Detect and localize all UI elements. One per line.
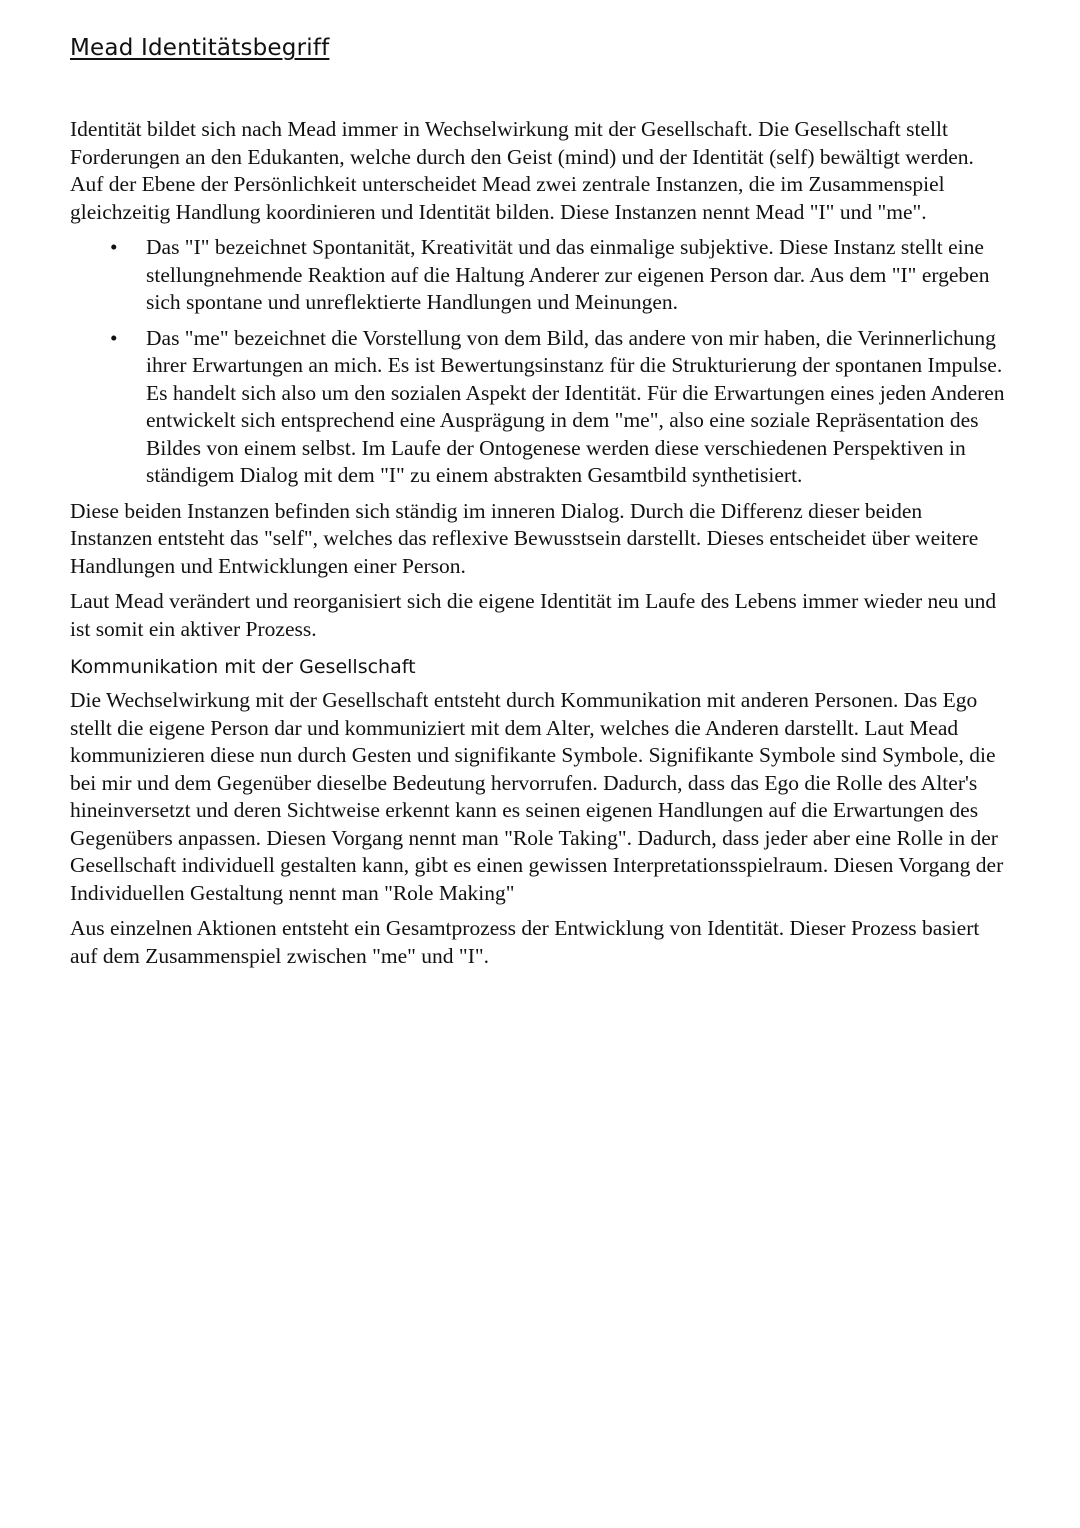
dialog-paragraph: Diese beiden Instanzen befinden sich ständig im inneren Dialog. Durch die Differenz dieser beiden Instanzen entsteht das "self", welches das reflexive Bewusstsein darstellt. Dieses entscheidet über weitere Handlungen und Entwicklungen einer Person. bbox=[70, 498, 979, 578]
document-page bbox=[70, 30, 1005, 978]
list-item-text: Das "me" bezeichnet die Vorstellung von dem Bild, das andere von mir haben, die Verinnerlichung ihrer Erwartungen an mich. Es ist Bewertungsinstanz für die Strukturierung der spontanen Impulse. Es handelt sich also um den sozialen Aspekt der Identität. Für die Erwartungen eines jeden Anderen entwickelt sich entsprechend eine Ausprägung in dem "me", also eine soziale Repräsentation des Bildes von einem selbst. Im Laufe der Ontogenese werden diese verschiedenen Perspektiven in ständigem Dialog mit dem "I" zu einem abstrakten Gesamtbild synthetisiert. bbox=[146, 325, 1005, 487]
process-paragraph: Laut Mead verändert und reorganisiert sich die eigene Identität im Laufe des Lebens immer wieder neu und ist somit ein aktiver Prozess. bbox=[70, 589, 997, 641]
bullet-icon: • bbox=[110, 235, 118, 259]
communication-paragraph: Die Wechselwirkung mit der Gesellschaft entsteht durch Kommunikation mit anderen Personen. Das Ego stellt die eigene Person dar und kommuniziert mit dem Alter, welches die Anderen darstellt. Laut Mead kommunizieren diese nun durch Gesten und signifikante Symbole. Signifikante Symbole sind Symbole, die bei mir und dem Gegenüber dieselbe Bedeutung hervorrufen. Dadurch, dass das Ego die Rolle des Alter's hineinversetzt und deren Sichtweise erkennt kann es seinen eigenen Handlungen auf die Erwartungen des Gegenübers anpassen. Diesen Vorgang nennt man "Role Taking". Dadurch, dass jeder aber eine Rolle in der Gesellschaft individuell gestalten kann, gibt es einen gewissen Interpretationsspielraum. Diesen Vorgang der Individuellen Gestaltung nennt man "Role Making" bbox=[70, 688, 1004, 905]
section-heading: Kommunikation mit der Gesellschaft bbox=[70, 656, 416, 678]
list-item-i bbox=[70, 234, 1005, 317]
intro-paragraph: Identität bildet sich nach Mead immer in Wechselwirkung mit der Gesellschaft. Die Gesellschaft stellt Forderungen an den Edukanten, welche durch den Geist (mind) und der Identität (self) bewältigt werden. Auf der Ebene der Persönlichkeit unterscheidet Mead zwei zentrale Instanzen, die im Zusammenspiel gleichzeitig Handlung koordinieren und Identität bilden. Diese Instanzen nennt Mead "I" und "me". bbox=[70, 117, 974, 224]
instances-list bbox=[70, 234, 1005, 490]
list-item-text: Das "I" bezeichnet Spontanität, Kreativität und das einmalige subjektive. Diese Instanz stellt eine stellungnehmende Reaktion auf die Haltung Anderer zur eigenen Person dar. Aus dem "I" ergeben sich spontane und unreflektierte Handlungen und Meinungen. bbox=[146, 235, 990, 314]
list-item-me bbox=[70, 325, 1005, 490]
bullet-icon: • bbox=[110, 325, 118, 350]
page-title: Mead Identitätsbegriff bbox=[70, 35, 330, 61]
conclusion-paragraph: Aus einzelnen Aktionen entsteht ein Gesamtprozess der Entwicklung von Identität. Dieser Prozess basiert auf dem Zusammenspiel zwischen "me" und "I". bbox=[70, 916, 980, 968]
